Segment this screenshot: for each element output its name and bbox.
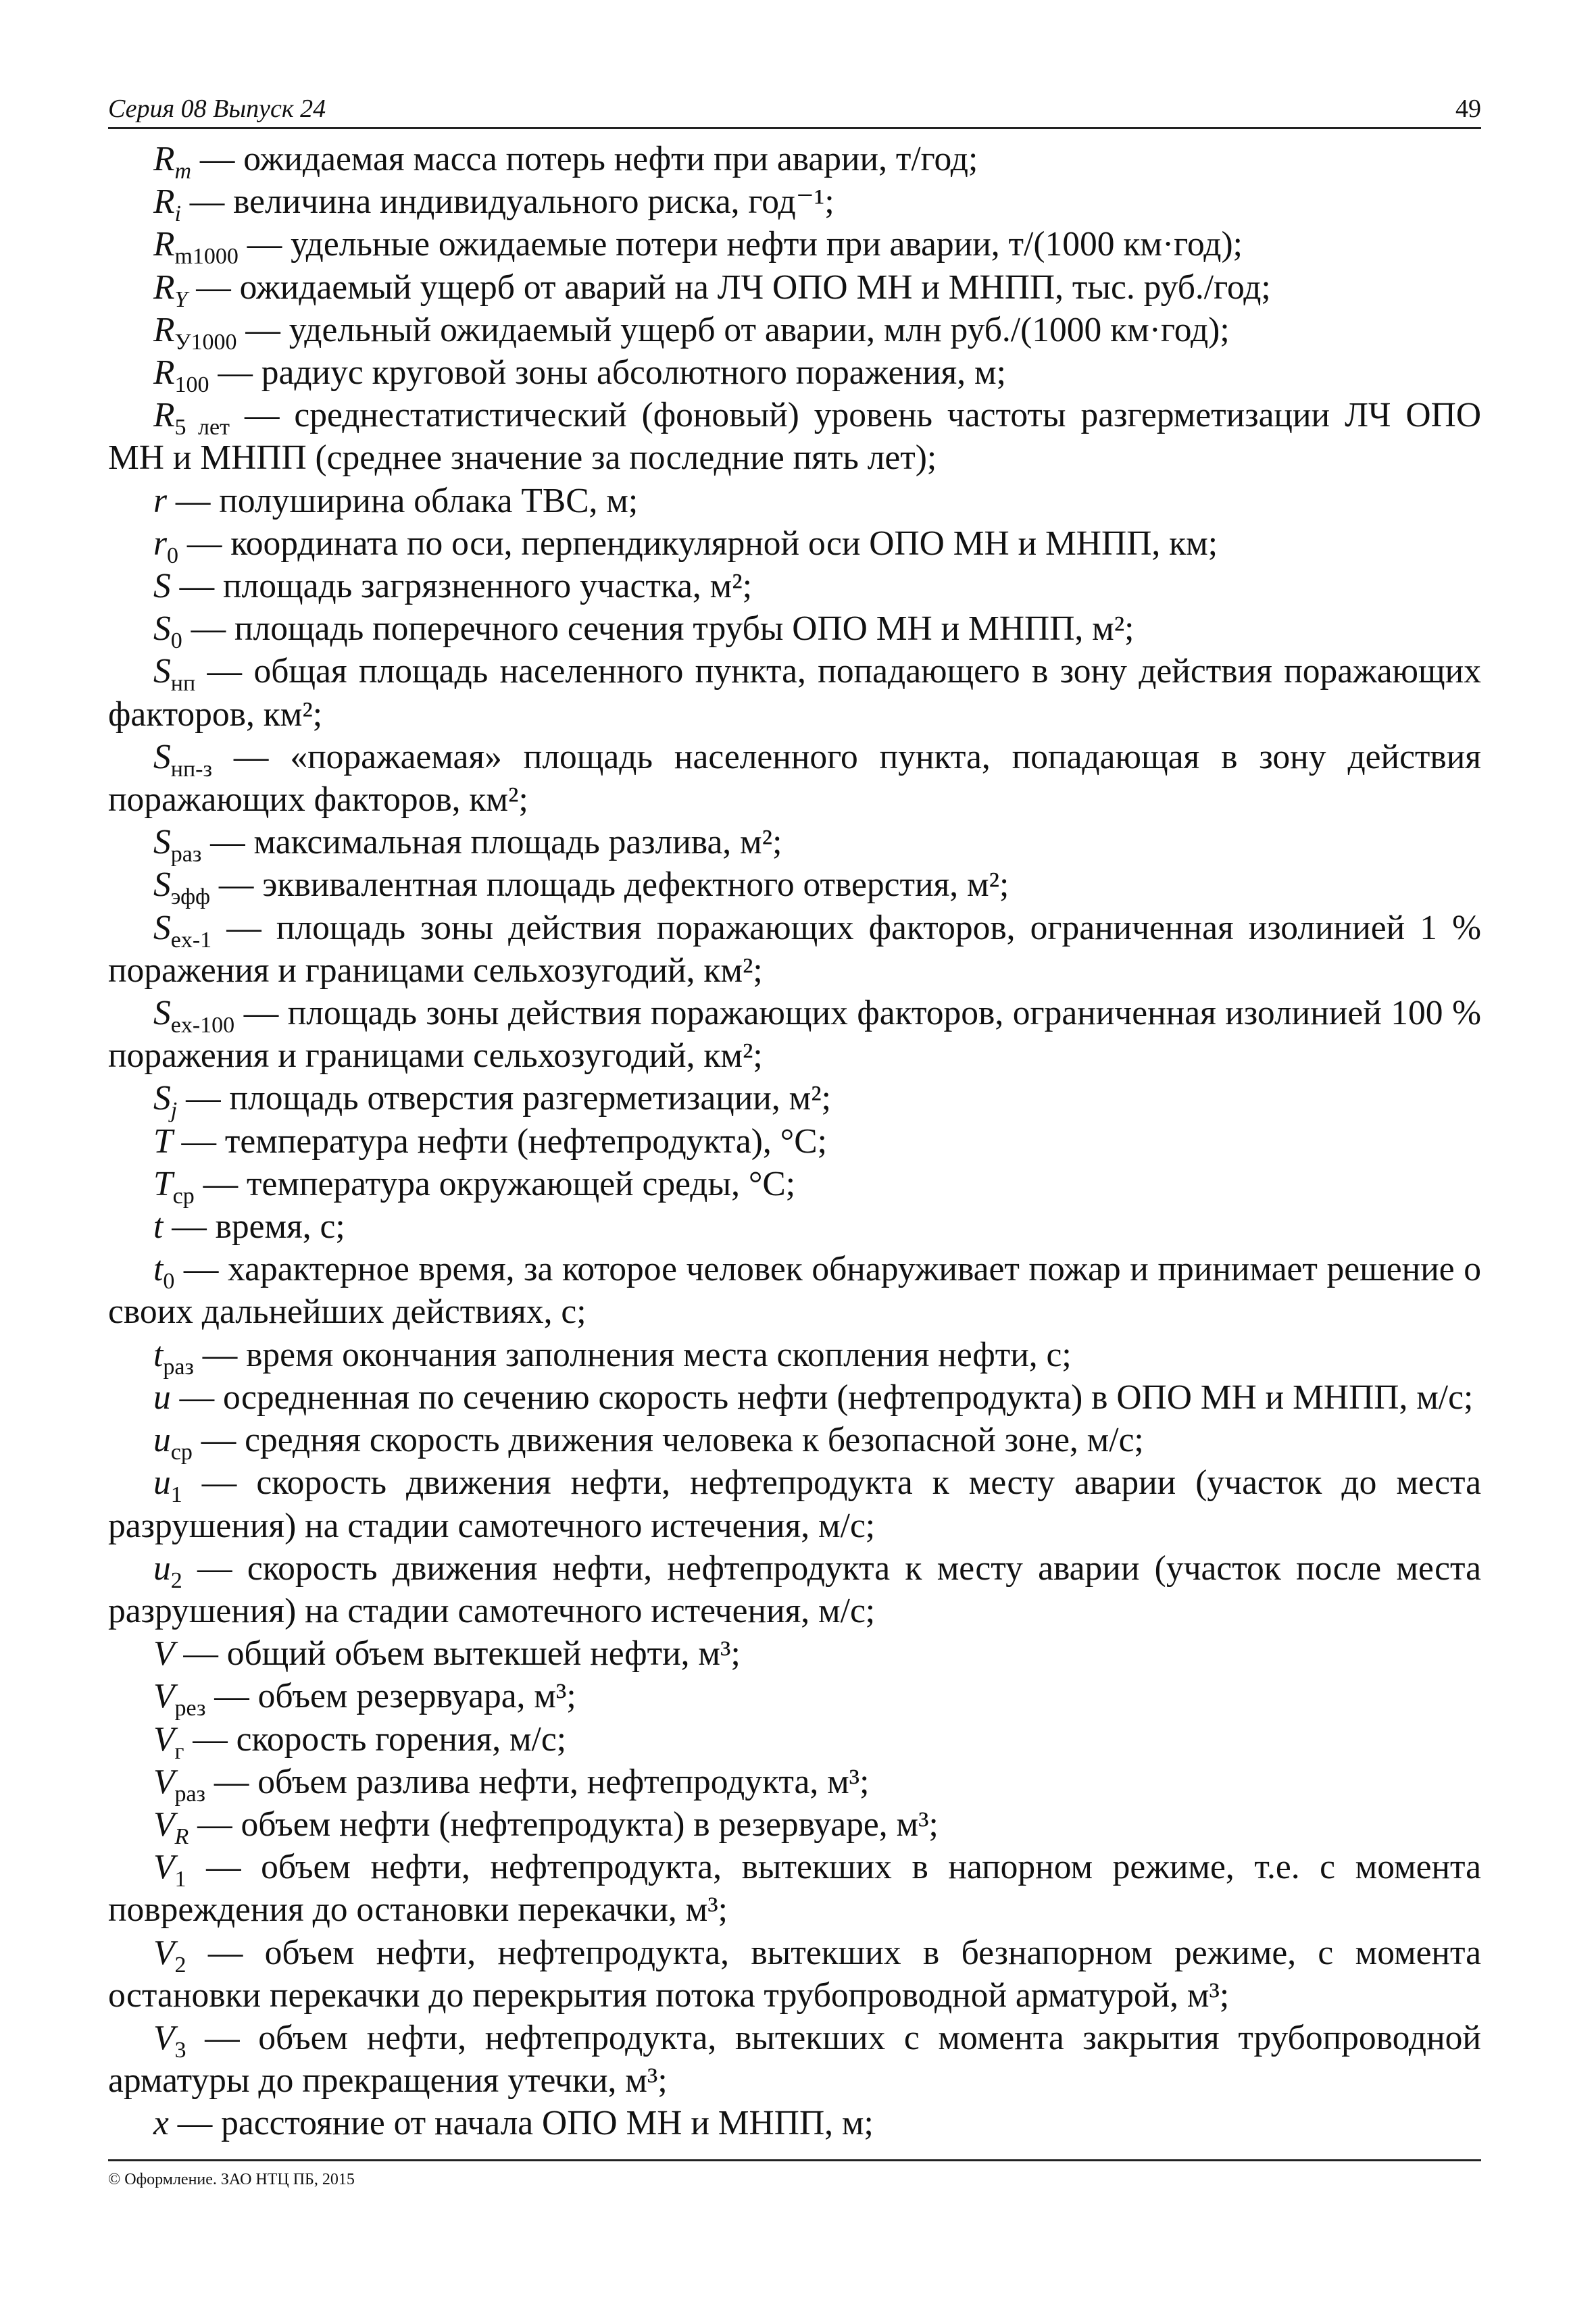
definition-text: — время окончания заполнения места скопления нефти, с; — [193, 1335, 1072, 1374]
symbol — [153, 652, 196, 697]
definition-entry — [108, 1461, 1481, 1546]
symbol — [153, 524, 179, 568]
symbol-letter: R — [153, 396, 175, 435]
definition-entry — [108, 1718, 1481, 1764]
page-header — [108, 93, 1481, 129]
symbol — [153, 1079, 178, 1124]
symbol — [153, 140, 192, 184]
symbol-subscript: j — [170, 1098, 178, 1124]
symbol — [153, 1933, 186, 1978]
copyright-note: © Оформление. ЗАО НТЦ ПБ, 2015 — [108, 2171, 355, 2188]
definition-text: — ожидаемый ущерб от аварий на ЛЧ ОПО МН и МНПП, тыс. руб./год; — [187, 268, 1271, 307]
symbol-subscript: раз — [174, 1781, 205, 1807]
symbol-letter: V — [153, 1762, 175, 1801]
definition-entry — [108, 1675, 1481, 1721]
symbol-subscript: m — [174, 159, 192, 184]
definition-entry — [108, 266, 1481, 312]
symbol — [153, 268, 188, 312]
definition-entry — [108, 1547, 1481, 1632]
definition-text: — общая площадь населенного пункта, попадающего в зону действия поражающих факторов, км²; — [108, 652, 1481, 734]
definition-entry — [108, 1632, 1481, 1675]
definition-entry — [108, 1334, 1481, 1380]
symbol-subscript: i — [174, 201, 181, 227]
definition-entry — [108, 650, 1481, 735]
symbol-subscript: ex-1 — [170, 927, 212, 953]
definition-text: — скорость движения нефти, нефтепродукта к месту аварии (участок до места разрушения) на стадии самотечного истечения, м/с; — [108, 1463, 1481, 1545]
symbol — [153, 182, 181, 227]
definition-entry — [108, 1205, 1481, 1248]
symbol-letter: t — [153, 1207, 164, 1247]
symbol-subscript: 1 — [174, 1867, 186, 1892]
definition-entry — [108, 1803, 1481, 1849]
symbol-letter: S — [153, 908, 171, 947]
symbol — [153, 1421, 193, 1465]
symbol-letter: u — [153, 1421, 171, 1460]
symbol-subscript: Y — [174, 286, 188, 312]
symbol — [153, 609, 182, 654]
symbol — [153, 1634, 174, 1673]
symbol-subscript: 2 — [174, 1952, 186, 1978]
definition-text: — время, с; — [163, 1207, 345, 1247]
symbol — [153, 310, 237, 355]
symbol-letter: S — [153, 994, 171, 1033]
symbol — [153, 1719, 184, 1764]
symbol-letter: V — [153, 1805, 175, 1844]
symbol-subscript: рез — [174, 1696, 206, 1721]
definition-entry — [108, 1419, 1481, 1465]
definition-entry — [108, 309, 1481, 355]
definition-entry — [108, 138, 1481, 184]
symbol-letter: u — [153, 1549, 171, 1588]
symbol — [153, 482, 167, 520]
symbol-letter: S — [153, 567, 171, 606]
definition-entry — [108, 351, 1481, 398]
symbol-letter: V — [153, 1634, 175, 1674]
symbol-letter: S — [153, 652, 171, 691]
symbol-subscript: нп-з — [170, 756, 212, 782]
symbol-letter: V — [153, 1933, 175, 1972]
definition-entry — [108, 480, 1481, 522]
symbol-letter: t — [153, 1335, 164, 1374]
definition-entry — [108, 522, 1481, 568]
symbol — [153, 908, 212, 953]
definition-text: — ожидаемая масса потерь нефти при аварии, т/год; — [191, 140, 978, 178]
symbol-letter: r — [153, 524, 168, 563]
symbol — [153, 1805, 189, 1849]
definition-text: — радиус круговой зоны абсолютного поражения, м; — [209, 353, 1006, 393]
definition-text: — удельные ожидаемые потери нефти при аварии, т/(1000 км·год); — [238, 225, 1243, 264]
symbol-letter: x — [153, 2104, 169, 2143]
definition-text: — площадь загрязненного участка, м²; — [170, 567, 753, 606]
definition-entry — [108, 180, 1481, 227]
definition-entry — [108, 394, 1481, 479]
definition-text: — температура окружающей среды, °C; — [194, 1164, 796, 1203]
symbol-letter: V — [153, 1848, 175, 1887]
definition-entry — [108, 1248, 1481, 1333]
definition-text: — осредненная по сечению скорость нефти (нефтепродукта) в ОПО МН и МНПП, м/с; — [170, 1378, 1474, 1417]
symbol-letter: R — [153, 182, 175, 222]
symbol-letter: u — [153, 1463, 171, 1503]
symbol-letter: S — [153, 609, 171, 649]
symbol-letter: S — [153, 865, 171, 905]
symbol — [153, 823, 202, 867]
definition-entry — [108, 565, 1481, 607]
definition-entry — [108, 1846, 1481, 1931]
definition-entry — [108, 607, 1481, 654]
symbol-letter: R — [153, 268, 175, 307]
definition-text: — площадь поперечного сечения трубы ОПО МН и МНПП, м²; — [182, 609, 1134, 649]
symbol — [153, 225, 239, 270]
symbol-subscript: раз — [170, 842, 202, 867]
symbol-subscript: ср — [172, 1183, 195, 1209]
symbol-letter: S — [153, 737, 171, 776]
symbol-subscript: эфф — [170, 884, 211, 910]
definition-entry — [108, 1761, 1481, 1807]
definition-text: — средняя скорость движения человека к безопасной зоне, м/с; — [192, 1421, 1144, 1460]
symbol-subscript: 0 — [163, 1269, 175, 1294]
symbol-subscript: г — [174, 1738, 184, 1764]
symbol-subscript: У1000 — [174, 329, 237, 355]
definition-text: — объем нефти (нефтепродукта) в резервуаре, м³; — [189, 1805, 939, 1844]
definition-entry — [108, 1932, 1481, 2017]
symbol-subscript: 0 — [170, 628, 182, 654]
symbol — [153, 1250, 175, 1294]
symbol — [153, 865, 211, 910]
symbol-subscript: 0 — [167, 543, 179, 568]
symbol — [153, 1677, 206, 1721]
definition-entry — [108, 1077, 1481, 1124]
definition-entry — [108, 2017, 1481, 2102]
definition-text: — площадь зоны действия поражающих факторов, ограниченная изолинией 100 % поражения и границами сельхозугодий, км²; — [108, 994, 1481, 1076]
definition-text: — среднестатистический (фоновый) уровень частоты разгерметизации ЛЧ ОПО МН и МНПП (среднее значение за последние пять лет); — [108, 396, 1482, 478]
symbol — [153, 396, 230, 441]
symbol-letter: V — [153, 1677, 175, 1716]
symbol-subscript: 100 — [174, 372, 209, 398]
symbol-letter: t — [153, 1250, 164, 1289]
definition-text: — объем нефти, нефтепродукта, вытекших в безнапорном режиме, с момента остановки перекачки до перекрытия потока трубопроводной арматурой, м³; — [108, 1933, 1481, 2015]
definition-text: — «поражаемая» площадь населенного пункта, попадающая в зону действия поражающих факторов, км²; — [108, 737, 1481, 820]
symbol-letter: r — [153, 481, 168, 520]
definition-text: — объем резервуара, м³; — [205, 1677, 576, 1716]
symbol — [153, 1762, 205, 1807]
definition-text: — скорость горения, м/с; — [184, 1719, 567, 1759]
symbol-subscript: ср — [170, 1440, 193, 1465]
symbol-letter: V — [153, 2018, 175, 2057]
definition-text: — удельный ожидаемый ущерб от аварии, млн руб./(1000 км·год); — [236, 310, 1230, 349]
symbol — [153, 567, 171, 605]
symbol — [153, 1378, 171, 1417]
symbol-subscript: 1 — [170, 1482, 182, 1508]
symbol-letter: R — [153, 310, 175, 349]
symbol-subscript: 2 — [170, 1567, 182, 1593]
page-number: 49 — [1455, 95, 1481, 123]
definition-entry — [108, 863, 1481, 910]
definition-text: — объем нефти, нефтепродукта, вытекших с момента закрытия трубопроводной арматуры до прекращения утечки, м³; — [108, 2018, 1481, 2101]
symbol — [153, 1164, 195, 1209]
symbol-subscript: R — [174, 1823, 189, 1849]
symbol — [153, 1848, 186, 1892]
symbol-subscript: раз — [163, 1354, 194, 1380]
definition-entry — [108, 1376, 1481, 1419]
symbol-subscript: нп — [170, 671, 196, 697]
definition-text: — объем нефти, нефтепродукта, вытекших в напорном режиме, т.е. с момента повреждения до остановки перекачки, м³; — [108, 1848, 1481, 1930]
symbol-letter: R — [153, 140, 175, 178]
symbol-subscript: 5 лет — [174, 415, 230, 441]
symbol — [153, 1335, 194, 1380]
definition-entry — [108, 907, 1481, 992]
definition-text: — площадь зоны действия поражающих факторов, ограниченная изолинией 1 % поражения и границами сельхозугодий, км²; — [108, 908, 1481, 990]
definition-entry — [108, 736, 1481, 821]
symbol-letter: R — [153, 353, 175, 393]
symbol-letter: u — [153, 1378, 171, 1417]
definition-text: — общий объем вытекшей нефти, м³; — [174, 1634, 741, 1674]
page-footer — [108, 2159, 1481, 2190]
definition-text: — расстояние от начала ОПО МН и МНПП, м; — [168, 2104, 874, 2143]
symbol — [153, 2104, 169, 2142]
definition-entry — [108, 2102, 1481, 2144]
series-title: Серия 08 Выпуск 24 — [108, 95, 326, 123]
symbol-letter: R — [153, 225, 175, 264]
symbol-letter: V — [153, 1719, 175, 1759]
definition-text: — максимальная площадь разлива, м²; — [201, 823, 782, 862]
definition-entry — [108, 821, 1481, 867]
definition-text: — эквивалентная площадь дефектного отверстия, м²; — [210, 865, 1009, 905]
definition-entry — [108, 223, 1481, 270]
definition-text: — температура нефти (нефтепродукта), °C; — [172, 1122, 827, 1161]
symbol-subscript: ex-100 — [170, 1013, 235, 1038]
definition-entry — [108, 992, 1481, 1077]
symbol-list — [108, 138, 1481, 2145]
symbol-subscript: m1000 — [174, 244, 239, 270]
symbol — [153, 994, 235, 1038]
definition-entry — [108, 1120, 1481, 1163]
symbol-subscript: 3 — [174, 2037, 186, 2063]
definition-text: — площадь отверстия разгерметизации, м²; — [177, 1079, 831, 1118]
definition-text: — величина индивидуального риска, год⁻¹; — [180, 182, 834, 222]
symbol — [153, 1463, 182, 1508]
symbol — [153, 1207, 163, 1246]
symbol — [153, 1549, 182, 1593]
definition-text: — скорость движения нефти, нефтепродукта к месту аварии (участок после места разрушения) на стадии самотечного истечения, м/с; — [108, 1549, 1481, 1630]
definition-text: — координата по оси, перпендикулярной оси ОПО МН и МНПП, км; — [178, 524, 1218, 563]
symbol-letter: T — [153, 1164, 173, 1203]
definition-entry — [108, 1163, 1481, 1209]
symbol-letter: S — [153, 823, 171, 862]
definition-text: — полуширина облака ТВС, м; — [167, 481, 639, 520]
symbol — [153, 353, 209, 398]
symbol-letter: S — [153, 1079, 171, 1118]
symbol — [153, 2018, 186, 2063]
symbol-letter: T — [153, 1122, 173, 1161]
definition-text: — объем разлива нефти, нефтепродукта, м³; — [205, 1762, 870, 1801]
symbol — [153, 1122, 173, 1161]
symbol — [153, 737, 212, 782]
definition-text: — характерное время, за которое человек обнаруживает пожар и принимает решение о своих дальнейших действиях, с; — [108, 1250, 1481, 1332]
